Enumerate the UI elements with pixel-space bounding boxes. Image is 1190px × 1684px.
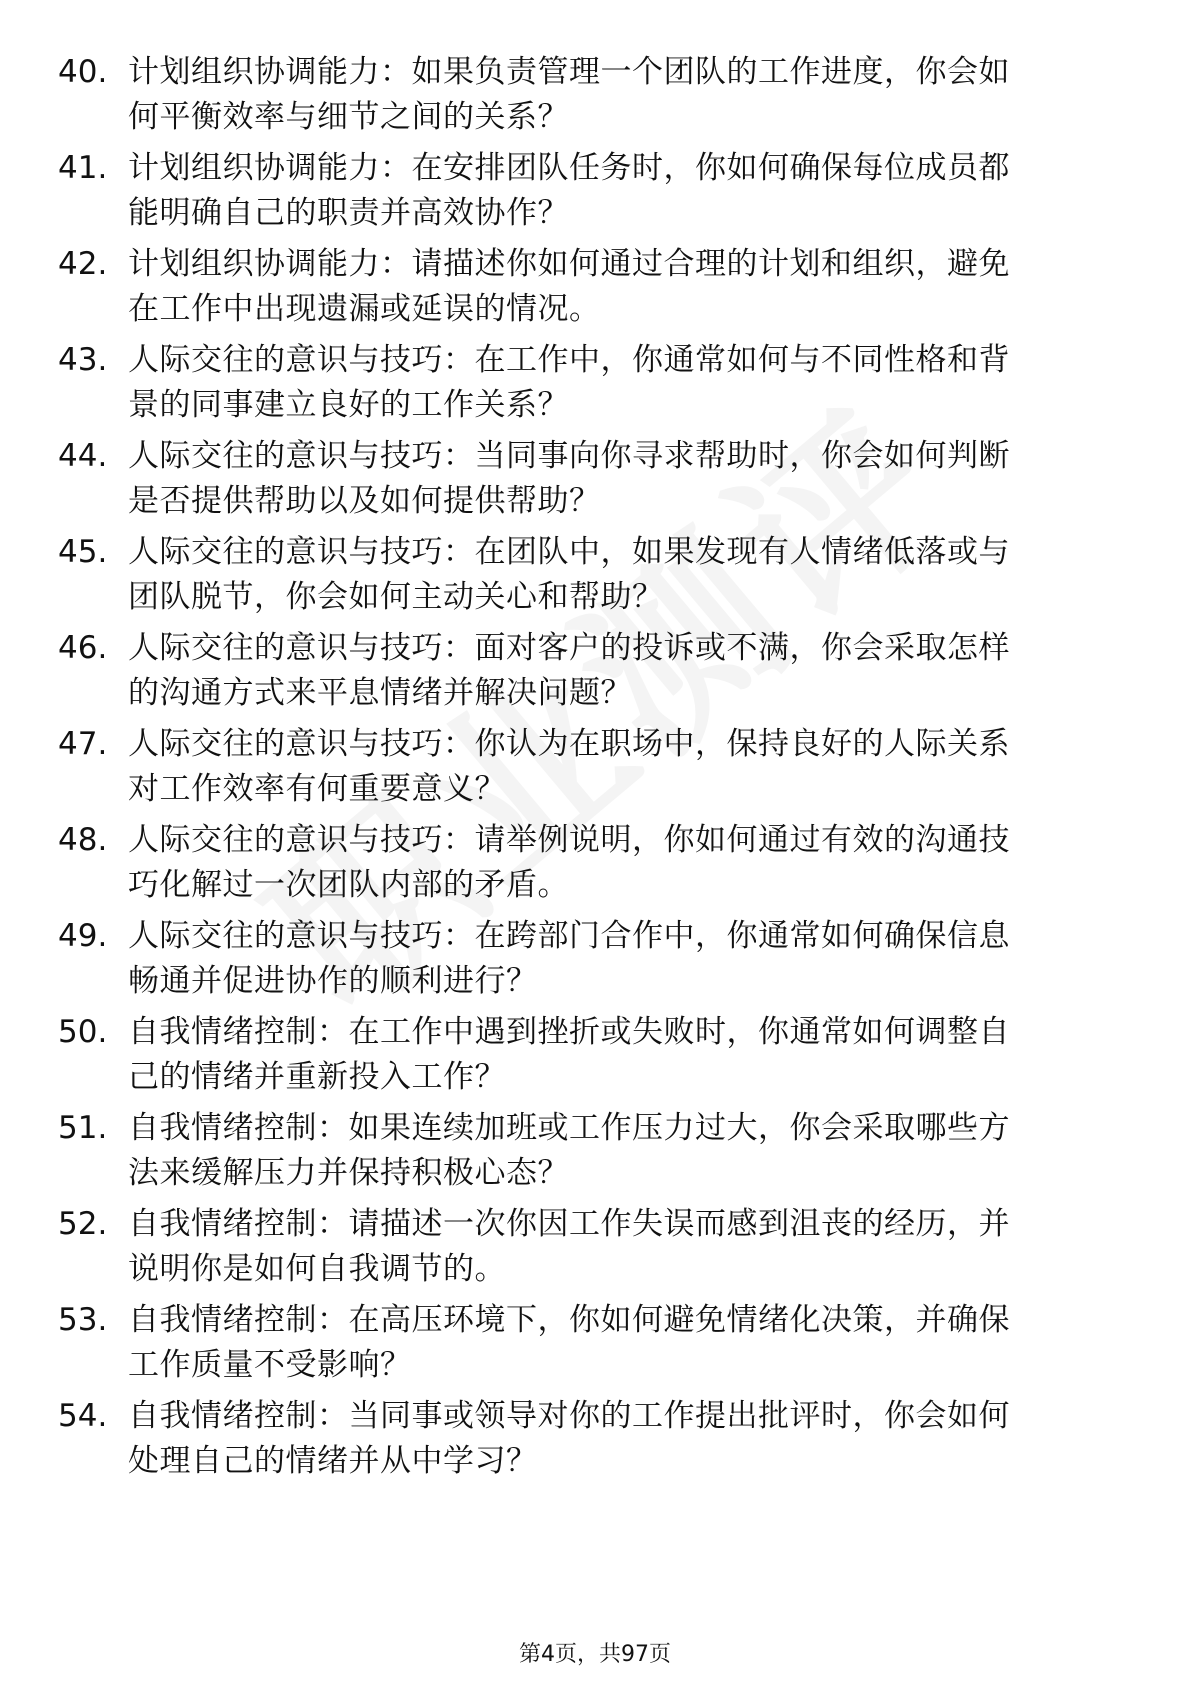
question-line: 处理自己的情绪并从中学习？ xyxy=(128,1443,538,1479)
question-line: 工作质量不受影响？ xyxy=(128,1347,412,1383)
list-item xyxy=(58,242,1128,338)
list-item xyxy=(58,1106,1128,1202)
list-item xyxy=(58,626,1128,722)
list-item xyxy=(58,818,1128,914)
question-line: 人际交往的意识与技巧：在跨部门合作中，你通常如何确保信息 xyxy=(128,918,1010,954)
question-line: 自我情绪控制：在工作中遇到挫折或失败时，你通常如何调整自 xyxy=(128,1014,1010,1050)
list-item xyxy=(58,914,1128,1010)
question-line: 对工作效率有何重要意义？ xyxy=(128,771,506,807)
list-item xyxy=(58,722,1128,818)
question-number: 47. xyxy=(58,726,108,762)
list-item xyxy=(58,1010,1128,1106)
question-text xyxy=(128,722,1128,812)
question-number: 51. xyxy=(58,1110,108,1146)
question-text xyxy=(128,626,1128,716)
question-line: 自我情绪控制：在高压环境下，你如何避免情绪化决策，并确保 xyxy=(128,1302,1010,1338)
question-number: 44. xyxy=(58,438,108,474)
question-line: 人际交往的意识与技巧：请举例说明，你如何通过有效的沟通技 xyxy=(128,822,1010,858)
question-line: 计划组织协调能力：如果负责管理一个团队的工作进度，你会如 xyxy=(128,54,1010,90)
question-text xyxy=(128,1010,1128,1100)
question-line: 人际交往的意识与技巧：你认为在职场中，保持良好的人际关系 xyxy=(128,726,1010,762)
question-line: 是否提供帮助以及如何提供帮助？ xyxy=(128,483,601,519)
question-line: 自我情绪控制：如果连续加班或工作压力过大，你会采取哪些方 xyxy=(128,1110,1010,1146)
question-line: 自我情绪控制：当同事或领导对你的工作提出批评时，你会如何 xyxy=(128,1398,1010,1434)
question-number: 41. xyxy=(58,150,108,186)
question-number: 54. xyxy=(58,1398,108,1434)
question-text xyxy=(128,146,1128,236)
question-line: 己的情绪并重新投入工作？ xyxy=(128,1059,506,1095)
question-line: 景的同事建立良好的工作关系？ xyxy=(128,387,569,423)
question-list xyxy=(58,50,1128,1490)
question-text xyxy=(128,530,1128,620)
question-line: 巧化解过一次团队内部的矛盾。 xyxy=(128,867,569,903)
question-text xyxy=(128,818,1128,908)
question-line: 说明你是如何自我调节的。 xyxy=(128,1251,506,1287)
list-item xyxy=(58,146,1128,242)
question-text xyxy=(128,1106,1128,1196)
question-line: 人际交往的意识与技巧：在工作中，你通常如何与不同性格和背 xyxy=(128,342,1010,378)
question-number: 52. xyxy=(58,1206,108,1242)
list-item xyxy=(58,1394,1128,1490)
question-line: 的沟通方式来平息情绪并解决问题？ xyxy=(128,675,632,711)
list-item xyxy=(58,1298,1128,1394)
question-text xyxy=(128,914,1128,1004)
question-line: 自我情绪控制：请描述一次你因工作失误而感到沮丧的经历，并 xyxy=(128,1206,1010,1242)
question-line: 能明确自己的职责并高效协作？ xyxy=(128,195,569,231)
question-text xyxy=(128,50,1128,140)
list-item xyxy=(58,1202,1128,1298)
page-footer: 第4页，共97页 xyxy=(519,1642,671,1667)
question-line: 在工作中出现遗漏或延误的情况。 xyxy=(128,291,601,327)
question-line: 何平衡效率与细节之间的关系？ xyxy=(128,99,569,135)
question-number: 46. xyxy=(58,630,108,666)
question-line: 法来缓解压力并保持积极心态？ xyxy=(128,1155,569,1191)
question-text xyxy=(128,1202,1128,1292)
question-line: 计划组织协调能力：在安排团队任务时，你如何确保每位成员都 xyxy=(128,150,1010,186)
list-item xyxy=(58,338,1128,434)
question-line: 畅通并促进协作的顺利进行？ xyxy=(128,963,538,999)
question-text xyxy=(128,1394,1128,1484)
question-number: 53. xyxy=(58,1302,108,1338)
question-number: 45. xyxy=(58,534,108,570)
question-text xyxy=(128,434,1128,524)
question-line: 人际交往的意识与技巧：当同事向你寻求帮助时，你会如何判断 xyxy=(128,438,1010,474)
list-item xyxy=(58,50,1128,146)
question-line: 人际交往的意识与技巧：面对客户的投诉或不满，你会采取怎样 xyxy=(128,630,1010,666)
question-number: 43. xyxy=(58,342,108,378)
question-number: 49. xyxy=(58,918,108,954)
question-line: 团队脱节，你会如何主动关心和帮助？ xyxy=(128,579,664,615)
list-item xyxy=(58,530,1128,626)
question-text xyxy=(128,242,1128,332)
list-item xyxy=(58,434,1128,530)
question-number: 42. xyxy=(58,246,108,282)
question-text xyxy=(128,338,1128,428)
question-number: 48. xyxy=(58,822,108,858)
question-line: 计划组织协调能力：请描述你如何通过合理的计划和组织，避免 xyxy=(128,246,1010,282)
question-number: 50. xyxy=(58,1014,108,1050)
question-number: 40. xyxy=(58,54,108,90)
question-text xyxy=(128,1298,1128,1388)
question-line: 人际交往的意识与技巧：在团队中，如果发现有人情绪低落或与 xyxy=(128,534,1010,570)
